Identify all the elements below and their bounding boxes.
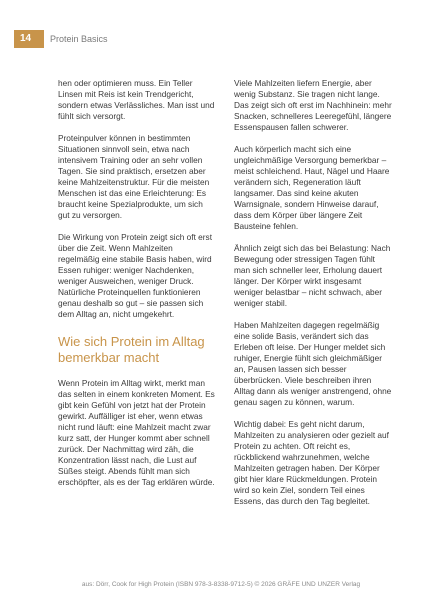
body-paragraph: Die Wirkung von Protein zeigt sich oft erst über die Zeit. Wenn Mahlzeiten regelmäßig eine stabile Basis haben, wird Essen ruhiger: weniger Nachdenken, weniger Ausweichen, weniger Druck. Natürliche Proteinquellen funktionieren genau deshalb so gut – sie passen sich dem Alltag an, nicht umgekehrt. [58,232,213,319]
section-heading: Wie sich Protein im Alltag bemerkbar macht [58,334,205,365]
body-paragraph: Ähnlich zeigt sich das bei Belastung: Nach Bewegung oder stressigen Tagen fühlt man sich schneller leer, Erholung dauert länger. Der Körper wirkt insgesamt weniger belastbar – nicht schwach, aber weniger stabil. [234,243,391,308]
page-header [0,30,442,48]
body-paragraph: Proteinpulver können in bestimmten Situationen sinnvoll sein, etwa nach intensivem Training oder an sehr vollen Tagen. Sie sind praktisch, ersetzen aber keine Mahlzeitenstruktur. Für die meisten Menschen ist das eine Erleichterung: Es braucht keine Spezialprodukte, um sich gut zu versorgen. [58,133,210,220]
body-paragraph: Wenn Protein im Alltag wirkt, merkt man das selten in einem konkreten Moment. Es gibt kein Gefühl von jetzt hat der Protein gewirkt. Auffälliger ist eher, wenn etwas nicht rund läuft: eine Mahlzeit macht zwar kurz satt, der Hunger kommt aber schnell zurück. Der Nachmittag wird zäh, die Konzentration lässt nach, die Lust auf Süßes steigt. Abends fühlt man sich erschöpfter, als es der Tag erklären würde. [58,378,215,487]
body-paragraph: Auch körperlich macht sich eine ungleichmäßige Versorgung bemerkbar – meist schleichend. Haut, Nägel und Haare verändern sich, Regeneration läuft langsamer. Das sind keine akuten Warnsignale, sondern Hinweise darauf, dass dem Körper über längere Zeit Bausteine fehlen. [234,144,390,231]
page-number: 14 [14,30,44,48]
body-paragraph: Viele Mahlzeiten liefern Energie, aber wenig Substanz. Sie tragen nicht lange. Das zeigt sich oft erst im Nachhinein: mehr Snacken, schnelleres Leeregefühl, längere Essenspausen fallen schwerer. [234,78,392,132]
left-column [58,78,216,499]
running-title: Protein Basics [50,34,108,44]
body-paragraph: hen oder optimieren muss. Ein Teller Linsen mit Reis ist kein Trendgericht, sondern etwas Verlässliches. Man isst und fühlt sich versorgt. [58,78,215,121]
right-column [234,78,392,518]
body-paragraph: Wichtig dabei: Es geht nicht darum, Mahlzeiten zu analysieren oder gezielt auf Protein zu achten. Oft reicht es, rückblickend wahrzunehmen, welche Mahlzeiten getragen haben. Der Körper gibt hier klare Rückmeldungen. Protein wird so kein Ziel, sondern Teil eines Essens, das durch den Tag begleitet. [234,419,389,506]
body-paragraph: Haben Mahlzeiten dagegen regelmäßig eine solide Basis, verändert sich das Erleben oft leise. Der Hunger meldet sich ruhiger, Energie fühlt sich gleichmäßiger an, Pausen lassen sich besser überbrücken. Viele beschreiben ihren Alltag dann als weniger anstrengend, ohne genau sagen zu können, warum. [234,320,392,407]
page-footer: aus: Dörr, Cook for High Protein (ISBN 978-3-8338-9712-5) © 2026 GRÄFE UND UNZER Verlag [81,581,361,588]
